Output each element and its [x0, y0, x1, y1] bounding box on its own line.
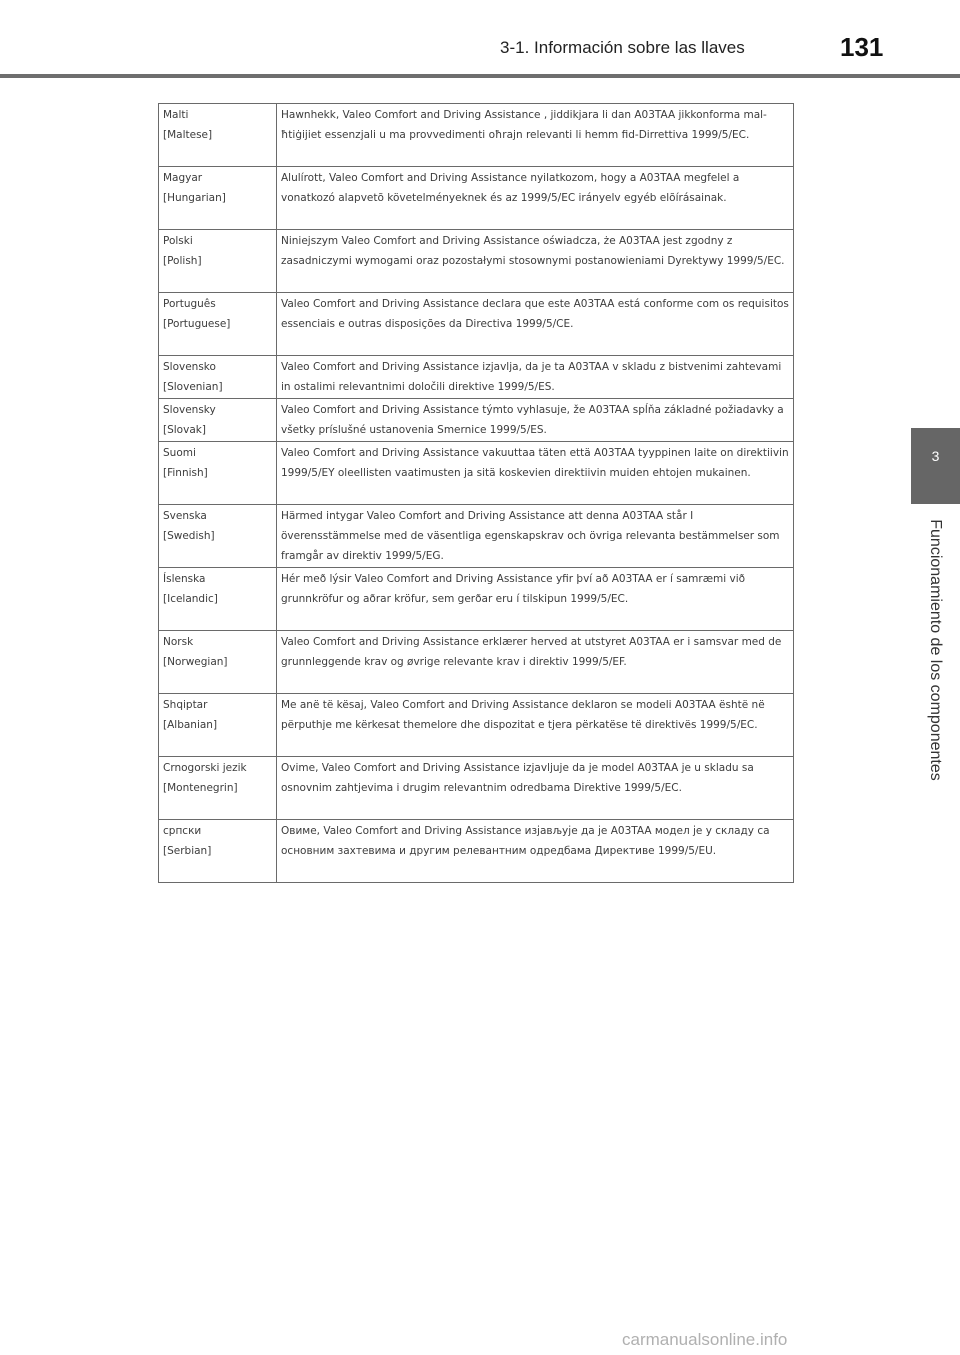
declaration-row — [159, 167, 794, 230]
declaration-text: Valeo Comfort and Driving Assistance týmto vyhlasuje, že A03TAA spĺňa základné požiadavky a všetky príslušné ustanovenia Smernice 1999/5/ES. — [277, 399, 794, 442]
language-cell — [159, 167, 277, 230]
declaration-text: Hawnhekk, Valeo Comfort and Driving Assistance , jiddikjara li dan A03TAA jikkonforma mal-ħtiġijiet essenzjali u ma provvedimenti oħrajn relevanti li hemm fid-Dirrettiva 1999/5/EC. — [277, 104, 794, 167]
language-cell — [159, 820, 277, 883]
language-name: Crnogorski jezik — [163, 762, 247, 774]
language-english-name: [Maltese] — [163, 129, 213, 141]
declaration-row — [159, 505, 794, 568]
language-english-name: [Icelandic] — [163, 593, 218, 605]
declaration-row — [159, 757, 794, 820]
language-name: Svenska — [163, 510, 207, 522]
declaration-row — [159, 568, 794, 631]
language-english-name: [Montenegrin] — [163, 782, 238, 794]
chapter-number: 3 — [931, 448, 940, 464]
language-english-name: [Portuguese] — [163, 318, 231, 330]
declaration-row — [159, 694, 794, 757]
language-name: Magyar — [163, 172, 203, 184]
declaration-text: Valeo Comfort and Driving Assistance erklærer herved at utstyret A03TAA er i samsvar med de grunnleggende krav og øvrige relevante krav i direktiv 1999/5/EF. — [277, 631, 794, 694]
page-number: 131 — [840, 32, 884, 62]
language-english-name: [Finnish] — [163, 467, 208, 479]
declaration-row — [159, 104, 794, 167]
language-english-name: [Swedish] — [163, 530, 215, 542]
language-english-name: [Albanian] — [163, 719, 218, 731]
language-english-name: [Slovak] — [163, 424, 206, 436]
declaration-row — [159, 399, 794, 442]
language-cell — [159, 293, 277, 356]
language-name: српски — [163, 825, 202, 837]
declaration-text: Valeo Comfort and Driving Assistance izjavlja, da je ta A03TAA v skladu z bistvenimi zahtevami in ostalimi relevantnimi določili direktive 1999/5/ES. — [277, 356, 794, 399]
language-english-name: [Hungarian] — [163, 192, 226, 204]
declaration-row — [159, 820, 794, 883]
declaration-text: Ovime, Valeo Comfort and Driving Assistance izjavljuje da je model A03TAA je u skladu sa osnovnim zahtjevima i drugim relevantnim odredbama Direktive 1999/5/EC. — [277, 757, 794, 820]
declaration-text: Овиме, Valeo Comfort and Driving Assistance изјављује да је A03TAA модел је у складу са основним захтевима и другим релевантним одредбама Директиве 1999/5/EU. — [277, 820, 794, 883]
declaration-table — [158, 103, 794, 883]
language-english-name: [Norwegian] — [163, 656, 228, 668]
language-name: Slovensko — [163, 361, 216, 373]
language-name: Português — [163, 298, 216, 310]
declaration-row — [159, 230, 794, 293]
chapter-side-tab[interactable] — [911, 428, 960, 504]
language-english-name: [Slovenian] — [163, 381, 223, 393]
language-name: Shqiptar — [163, 699, 208, 711]
declaration-text: Me anë të kësaj, Valeo Comfort and Driving Assistance deklaron se modeli A03TAA është në përputhje me kërkesat themelore dhe dispozitat e tjera përkatëse të direktivës 1999/5/EC. — [277, 694, 794, 757]
declaration-row — [159, 631, 794, 694]
language-cell — [159, 757, 277, 820]
declaration-text: Alulírott, Valeo Comfort and Driving Assistance nyilatkozom, hogy a A03TAA megfelel a vonatkozó alapvetõ követelményeknek és az 1999/5/EC irányelv egyéb elõírásainak. — [277, 167, 794, 230]
language-english-name: [Polish] — [163, 255, 202, 267]
language-name: Polski — [163, 235, 193, 247]
declaration-text: Hér með lýsir Valeo Comfort and Driving Assistance yfir því að A03TAA er í samræmi við grunnkröfur og aðrar kröfur, sem gerðar eru í tilskipun 1999/5/EC. — [277, 568, 794, 631]
watermark: carmanualsonline.info — [622, 1330, 788, 1349]
language-name: Norsk — [163, 636, 194, 648]
language-name: Malti — [163, 109, 189, 121]
declaration-row — [159, 442, 794, 505]
language-name: Suomi — [163, 447, 196, 459]
language-cell — [159, 568, 277, 631]
declaration-text: Valeo Comfort and Driving Assistance declara que este A03TAA está conforme com os requisitos essenciais e outras disposições da Directiva 1999/5/CE. — [277, 293, 794, 356]
declaration-row — [159, 356, 794, 399]
language-english-name: [Serbian] — [163, 845, 212, 857]
declaration-text: Härmed intygar Valeo Comfort and Driving Assistance att denna A03TAA står I överensstämmelse med de väsentliga egenskapskrav och övriga relevanta bestämmelser som framgår av direktiv 1999/5/EG. — [277, 505, 794, 568]
language-cell — [159, 230, 277, 293]
chapter-side-label: Funcionamiento de los componentes — [927, 519, 944, 781]
header-title: 3-1. Información sobre las llaves — [500, 38, 745, 57]
language-cell — [159, 356, 277, 399]
language-cell — [159, 631, 277, 694]
language-cell — [159, 505, 277, 568]
language-name: Slovensky — [163, 404, 216, 416]
header-rule — [0, 74, 960, 78]
language-cell — [159, 104, 277, 167]
language-cell — [159, 694, 277, 757]
language-cell — [159, 442, 277, 505]
declaration-text: Niniejszym Valeo Comfort and Driving Assistance oświadcza, że A03TAA jest zgodny z zasadniczymi wymogami oraz pozostałymi stosownymi postanowieniami Dyrektywy 1999/5/EC. — [277, 230, 794, 293]
declaration-text: Valeo Comfort and Driving Assistance vakuuttaa täten että A03TAA tyyppinen laite on direktiivin 1999/5/EY oleellisten vaatimusten ja sitä koskevien direktiivin muiden ehtojen mukainen. — [277, 442, 794, 505]
language-cell — [159, 399, 277, 442]
language-name: Íslenska — [163, 573, 206, 585]
declaration-row — [159, 293, 794, 356]
